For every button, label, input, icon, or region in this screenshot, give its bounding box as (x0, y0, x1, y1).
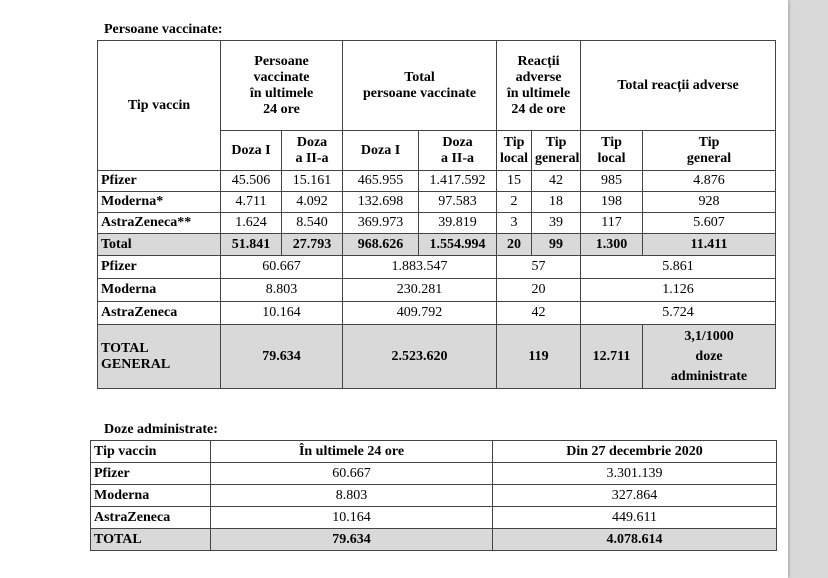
cell: 79.634 (211, 529, 493, 551)
cell: 79.634 (221, 325, 343, 389)
general-total-row (98, 325, 776, 389)
cell: 1.624 (221, 213, 282, 234)
cell: 327.864 (493, 485, 777, 507)
cell: 968.626 (343, 234, 419, 256)
cell: 3 (497, 213, 532, 234)
cell: 45.506 (221, 171, 282, 192)
cell: 8.540 (282, 213, 343, 234)
vaccine-name: Moderna* (98, 192, 221, 213)
header-tip-vaccin: Tip vaccin (98, 41, 221, 171)
table-row (98, 302, 776, 325)
general-total-label: TOTAL GENERAL (98, 325, 221, 389)
cell: 39 (532, 213, 581, 234)
section-title-doses: Doze administrate: (104, 422, 218, 437)
cell: 20 (497, 279, 581, 302)
header-tip-general: Tip general (643, 131, 776, 171)
cell: 409.792 (343, 302, 497, 325)
doses-table (90, 440, 777, 551)
cell: 51.841 (221, 234, 282, 256)
cell: 2 (497, 192, 532, 213)
section-title-vaccinated: Persoane vaccinate: (104, 22, 223, 37)
cell: 60.667 (221, 256, 343, 279)
vaccine-name: AstraZeneca (91, 507, 211, 529)
vaccine-name: Pfizer (91, 463, 211, 485)
cell: 4.711 (221, 192, 282, 213)
cell: 465.955 (343, 171, 419, 192)
cell: 928 (643, 192, 776, 213)
total-label: TOTAL (91, 529, 211, 551)
cell: 10.164 (211, 507, 493, 529)
vaccine-name: AstraZeneca** (98, 213, 221, 234)
header-last-24h: În ultimele 24 ore (211, 441, 493, 463)
cell: 119 (497, 325, 581, 389)
table-row (98, 279, 776, 302)
cell: 132.698 (343, 192, 419, 213)
cell: 12.711 (581, 325, 643, 389)
cell: 8.803 (211, 485, 493, 507)
cell: 117 (581, 213, 643, 234)
cell: 449.611 (493, 507, 777, 529)
cell: 15 (497, 171, 532, 192)
cell: 60.667 (211, 463, 493, 485)
header-since-dec-27: Din 27 decembrie 2020 (493, 441, 777, 463)
total-row (91, 529, 777, 551)
vaccine-name: AstraZeneca (98, 302, 221, 325)
vaccine-name: Moderna (91, 485, 211, 507)
cell: 4.092 (282, 192, 343, 213)
vaccine-name: Moderna (98, 279, 221, 302)
cell: 1.554.994 (419, 234, 497, 256)
table-row (98, 192, 776, 213)
cell: 97.583 (419, 192, 497, 213)
table-row (98, 171, 776, 192)
cell: 10.164 (221, 302, 343, 325)
header-tip-local: Tip local (497, 131, 532, 171)
cell: 369.973 (343, 213, 419, 234)
header-adverse-24h: Reacții adverse în ultimele 24 de ore (497, 41, 581, 131)
header-tip-local: Tip local (581, 131, 643, 171)
cell: 4.876 (643, 171, 776, 192)
header-doza-2: Doza a II-a (282, 131, 343, 171)
table-row (91, 485, 777, 507)
table-row (98, 213, 776, 234)
cell: 18 (532, 192, 581, 213)
cell: 1.300 (581, 234, 643, 256)
cell: 15.161 (282, 171, 343, 192)
cell: 985 (581, 171, 643, 192)
cell: 8.803 (221, 279, 343, 302)
vaccine-name: Pfizer (98, 171, 221, 192)
ratio-cell: 3,1/1000 doze administrate (643, 325, 776, 389)
header-tip-general: Tip general (532, 131, 581, 171)
vaccine-name: Pfizer (98, 256, 221, 279)
cell: 39.819 (419, 213, 497, 234)
cell: 42 (532, 171, 581, 192)
cell: 1.126 (581, 279, 776, 302)
total-row (98, 234, 776, 256)
cell: 42 (497, 302, 581, 325)
header-doza-1: Doza I (221, 131, 282, 171)
header-total-vaccinated: Total persoane vaccinate (343, 41, 497, 131)
cell: 11.411 (643, 234, 776, 256)
cell: 5.861 (581, 256, 776, 279)
header-tip-vaccin: Tip vaccin (91, 441, 211, 463)
total-label: Total (98, 234, 221, 256)
cell: 1.417.592 (419, 171, 497, 192)
header-doza-2: Doza a II-a (419, 131, 497, 171)
cell: 20 (497, 234, 532, 256)
header-doza-1: Doza I (343, 131, 419, 171)
table-row (91, 463, 777, 485)
cell: 5.724 (581, 302, 776, 325)
cell: 230.281 (343, 279, 497, 302)
header-total-adverse: Total reacții adverse (581, 41, 776, 131)
cell: 1.883.547 (343, 256, 497, 279)
cell: 4.078.614 (493, 529, 777, 551)
table-row (98, 256, 776, 279)
table-row (91, 507, 777, 529)
cell: 27.793 (282, 234, 343, 256)
cell: 5.607 (643, 213, 776, 234)
cell: 57 (497, 256, 581, 279)
cell: 99 (532, 234, 581, 256)
cell: 2.523.620 (343, 325, 497, 389)
cell: 3.301.139 (493, 463, 777, 485)
header-vaccinated-24h: Persoane vaccinate în ultimele 24 ore (221, 41, 343, 131)
cell: 198 (581, 192, 643, 213)
vaccinated-table (97, 40, 776, 389)
